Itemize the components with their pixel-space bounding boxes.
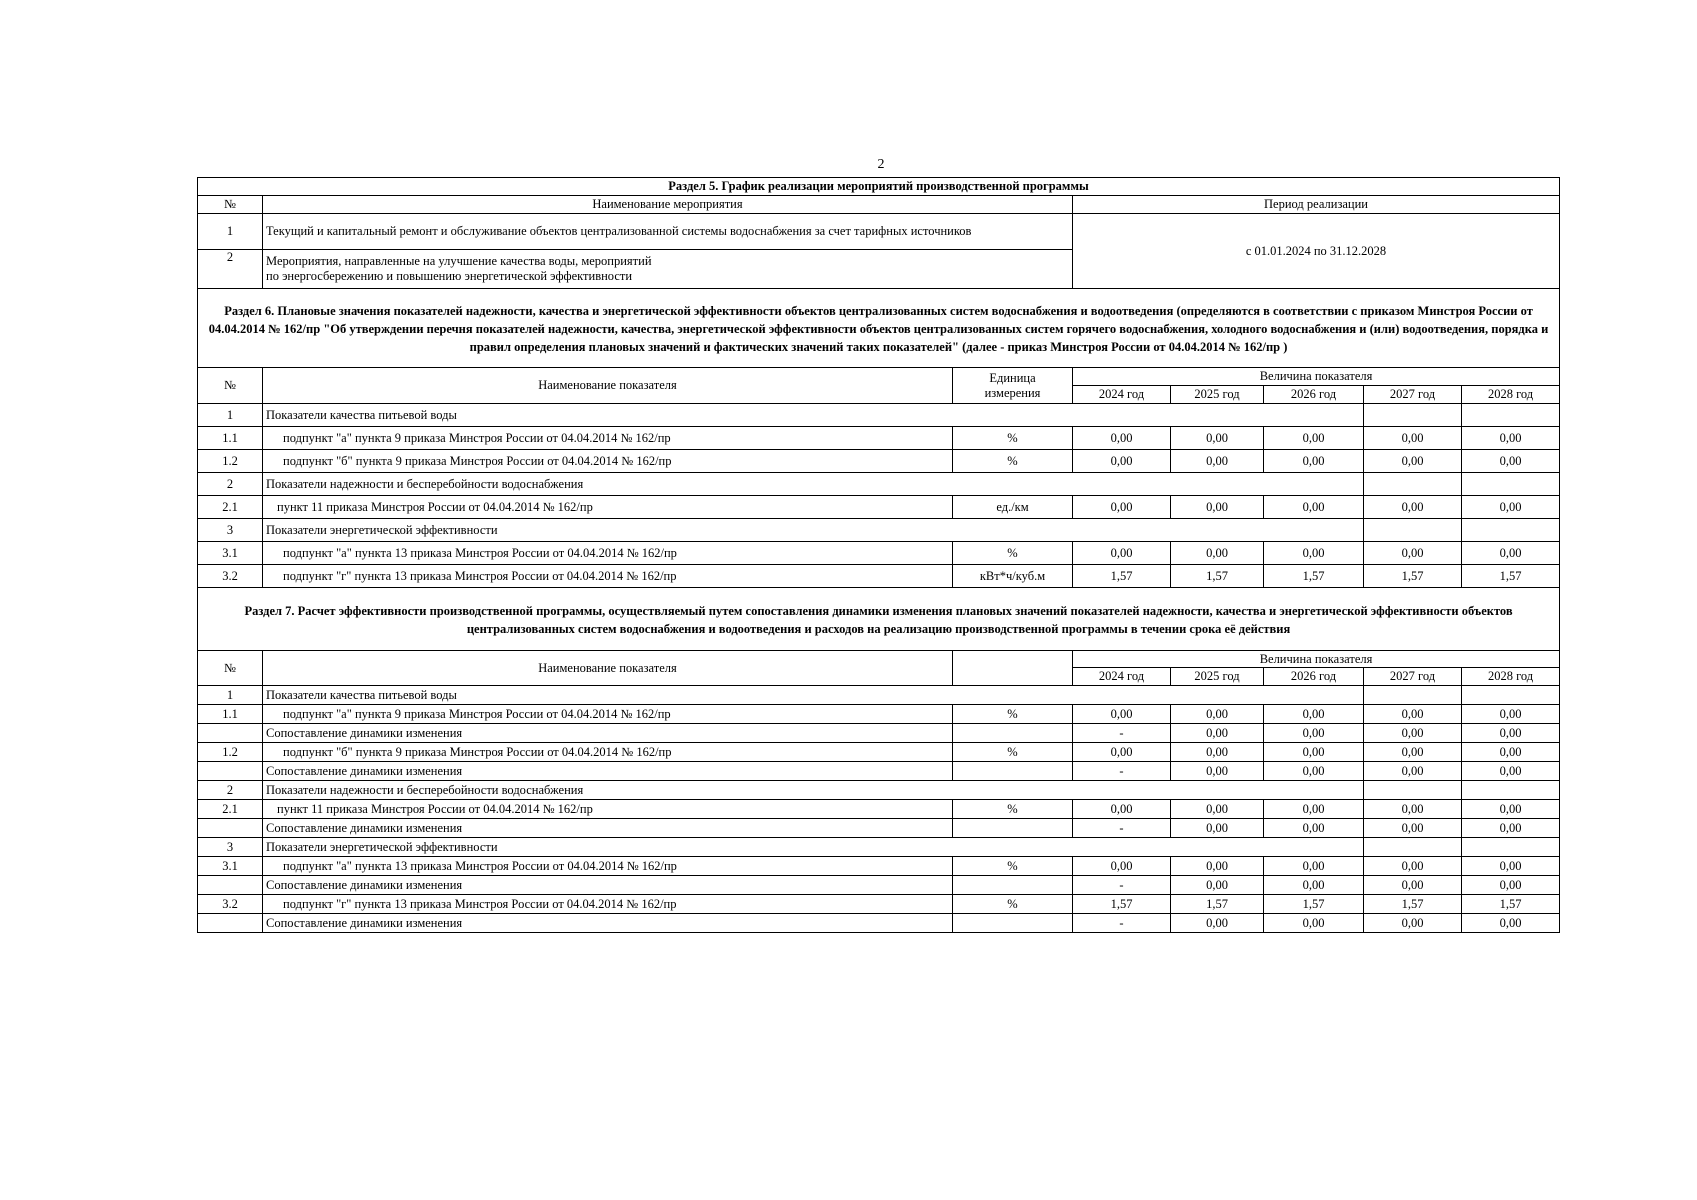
section6-row-value: 0,00 <box>1171 542 1264 565</box>
table-row <box>198 565 1560 588</box>
section7-year: 2025 год <box>1171 668 1264 686</box>
section7-row-value: 0,00 <box>1264 762 1364 781</box>
section7-row-value: 0,00 <box>1264 705 1364 724</box>
table-row <box>198 895 1560 914</box>
section7-row-unit: % <box>953 895 1073 914</box>
section6-row-value: 0,00 <box>1462 496 1560 519</box>
section7-row-num <box>198 819 263 838</box>
section7-row-unit <box>953 819 1073 838</box>
table-row <box>198 519 1560 542</box>
section6-row-value: 0,00 <box>1264 450 1364 473</box>
section7-row-value: 0,00 <box>1364 914 1462 933</box>
section7-row-value: 0,00 <box>1462 724 1560 743</box>
section7-row-num: 1.2 <box>198 743 263 762</box>
section7-row-value: - <box>1073 819 1171 838</box>
table-row <box>198 542 1560 565</box>
section7-row-value: 0,00 <box>1462 743 1560 762</box>
section7-row-value: 0,00 <box>1171 724 1264 743</box>
section7-row-unit: % <box>953 705 1073 724</box>
section6-header-unit <box>953 368 1073 404</box>
section7-row-value: 0,00 <box>1364 876 1462 895</box>
section6-row-name: подпункт "г" пункта 13 приказа Минстроя России от 04.04.2014 № 162/пр <box>263 565 953 588</box>
section6-row-value: 0,00 <box>1264 496 1364 519</box>
section6-header-unit-line: измерения <box>984 385 1041 400</box>
section7-row-value: 0,00 <box>1171 914 1264 933</box>
section7-row-num <box>198 914 263 933</box>
section7-row-value: 0,00 <box>1171 857 1264 876</box>
section6-group-name: Показатели надежности и бесперебойности водоснабжения <box>263 473 1364 496</box>
section7-row-empty <box>1462 838 1560 857</box>
section5-title: Раздел 5. График реализации мероприятий производственной программы <box>198 178 1560 196</box>
section7-row-value: 0,00 <box>1264 876 1364 895</box>
section6-row-value: 0,00 <box>1073 542 1171 565</box>
section5-row-name-line: по энергосбережению и повышению энергетической эффективности <box>266 269 633 283</box>
section7-row-value: 0,00 <box>1264 914 1364 933</box>
section7-row-empty <box>1364 686 1462 705</box>
table-row <box>198 427 1560 450</box>
table-row <box>198 876 1560 895</box>
section5-row-num: 2 <box>198 250 263 289</box>
section7-row-value: 0,00 <box>1462 800 1560 819</box>
section6-body <box>198 404 1560 588</box>
section7-row-num: 2 <box>198 781 263 800</box>
section7-row-name: подпункт "а" пункта 9 приказа Минстроя России от 04.04.2014 № 162/пр <box>263 705 953 724</box>
section7-row-value: 0,00 <box>1073 743 1171 762</box>
section6-row-num: 1.2 <box>198 450 263 473</box>
section7-row-unit: % <box>953 857 1073 876</box>
section7-row-num: 1 <box>198 686 263 705</box>
section7-row-value: 0,00 <box>1171 876 1264 895</box>
section5-row-num: 1 <box>198 214 263 250</box>
section7-row-value: 0,00 <box>1364 705 1462 724</box>
section7-row-name: подпункт "б" пункта 9 приказа Минстроя России от 04.04.2014 № 162/пр <box>263 743 953 762</box>
section7-row-value: 0,00 <box>1462 762 1560 781</box>
table-row <box>198 473 1560 496</box>
section7-row-name: Сопоставление динамики изменения <box>263 762 953 781</box>
section6-row-value: 0,00 <box>1073 496 1171 519</box>
section6-row-unit: ед./км <box>953 496 1073 519</box>
section6-row-num: 1.1 <box>198 427 263 450</box>
section7-row-name: Сопоставление динамики изменения <box>263 724 953 743</box>
section7-row-num: 1.1 <box>198 705 263 724</box>
section6-row-value: 0,00 <box>1364 427 1462 450</box>
section7-year: 2024 год <box>1073 668 1171 686</box>
section6-row-name: подпункт "а" пункта 13 приказа Минстроя России от 04.04.2014 № 162/пр <box>263 542 953 565</box>
section7-row-value: 0,00 <box>1364 800 1462 819</box>
section7-row-value: 0,00 <box>1171 743 1264 762</box>
section6-year: 2025 год <box>1171 386 1264 404</box>
section7-group-name: Показатели энергетической эффективности <box>263 838 1364 857</box>
section7-row-value: 0,00 <box>1073 705 1171 724</box>
table-row <box>198 743 1560 762</box>
section6-row-value: 0,00 <box>1073 450 1171 473</box>
section6-row-value: 0,00 <box>1264 427 1364 450</box>
section6-row-value: 0,00 <box>1171 496 1264 519</box>
section7-row-value: 0,00 <box>1462 914 1560 933</box>
section6-row-value: 0,00 <box>1364 450 1462 473</box>
section7-row-value: 0,00 <box>1264 743 1364 762</box>
section6-row-num: 3.1 <box>198 542 263 565</box>
section7-row-value: 0,00 <box>1364 819 1462 838</box>
section7-row-value: 0,00 <box>1462 857 1560 876</box>
section7-row-value: 1,57 <box>1264 895 1364 914</box>
section7-row-num <box>198 876 263 895</box>
section6-row-num: 3.2 <box>198 565 263 588</box>
section6-header-num: № <box>198 368 263 404</box>
section6-row-empty <box>1462 519 1560 542</box>
section6-row-value: 0,00 <box>1462 542 1560 565</box>
section7-group-name: Показатели надежности и бесперебойности водоснабжения <box>263 781 1364 800</box>
section7-row-value: 0,00 <box>1171 800 1264 819</box>
section6-row-unit: % <box>953 450 1073 473</box>
table-row <box>198 857 1560 876</box>
section5-row-name: Текущий и капитальный ремонт и обслуживание объектов централизованной системы водоснабжения за счет тарифных источников <box>263 214 1073 250</box>
section7-row-value: 0,00 <box>1462 876 1560 895</box>
document <box>197 177 1559 933</box>
section7-row-value: 0,00 <box>1171 762 1264 781</box>
section7-table <box>197 587 1560 933</box>
section7-row-value: 1,57 <box>1462 895 1560 914</box>
section7-body <box>198 686 1560 933</box>
section7-row-value: 0,00 <box>1264 724 1364 743</box>
section7-row-value: 0,00 <box>1364 762 1462 781</box>
section7-row-num: 2.1 <box>198 800 263 819</box>
section7-row-empty <box>1462 686 1560 705</box>
section6-row-value: 0,00 <box>1364 542 1462 565</box>
section7-header-value: Величина показателя <box>1073 651 1560 668</box>
section7-row-value: - <box>1073 876 1171 895</box>
section7-row-value: 1,57 <box>1073 895 1171 914</box>
section7-row-name: Сопоставление динамики изменения <box>263 914 953 933</box>
section7-row-value: 0,00 <box>1364 743 1462 762</box>
section6-year: 2024 год <box>1073 386 1171 404</box>
table-row <box>198 838 1560 857</box>
section7-row-unit: % <box>953 743 1073 762</box>
section6-row-unit: % <box>953 427 1073 450</box>
section6-row-value: 0,00 <box>1171 450 1264 473</box>
section7-row-value: 0,00 <box>1171 819 1264 838</box>
section7-year: 2028 год <box>1462 668 1560 686</box>
section6-group-name: Показатели качества питьевой воды <box>263 404 1364 427</box>
section7-row-value: - <box>1073 724 1171 743</box>
section7-row-num: 3 <box>198 838 263 857</box>
section6-row-value: 1,57 <box>1264 565 1364 588</box>
section7-row-value: 1,57 <box>1171 895 1264 914</box>
section7-row-empty <box>1364 838 1462 857</box>
section6-row-empty <box>1462 473 1560 496</box>
section5-row-name-line: Мероприятия, направленные на улучшение качества воды, мероприятий <box>266 254 652 268</box>
section5-period: с 01.01.2024 по 31.12.2028 <box>1073 214 1560 289</box>
table-row <box>198 781 1560 800</box>
section6-row-value: 1,57 <box>1171 565 1264 588</box>
section6-row-name: подпункт "а" пункта 9 приказа Минстроя России от 04.04.2014 № 162/пр <box>263 427 953 450</box>
table-row <box>198 819 1560 838</box>
table-row <box>198 914 1560 933</box>
section6-row-value: 1,57 <box>1462 565 1560 588</box>
section7-row-value: 0,00 <box>1264 819 1364 838</box>
section7-row-unit <box>953 762 1073 781</box>
table-row <box>198 450 1560 473</box>
table-row <box>198 404 1560 427</box>
section5-header-period: Период реализации <box>1073 196 1560 214</box>
section7-row-name: Сопоставление динамики изменения <box>263 819 953 838</box>
section7-row-value: 0,00 <box>1264 857 1364 876</box>
section7-row-value: 0,00 <box>1462 819 1560 838</box>
section6-row-empty <box>1462 404 1560 427</box>
section6-row-name: подпункт "б" пункта 9 приказа Минстроя России от 04.04.2014 № 162/пр <box>263 450 953 473</box>
section7-row-unit <box>953 876 1073 895</box>
table-row <box>198 705 1560 724</box>
section6-row-value: 0,00 <box>1364 496 1462 519</box>
section7-row-value: 0,00 <box>1462 705 1560 724</box>
section7-row-empty <box>1364 781 1462 800</box>
section6-row-value: 1,57 <box>1364 565 1462 588</box>
section5-table <box>197 177 1560 289</box>
section6-header-name: Наименование показателя <box>263 368 953 404</box>
table-row <box>198 800 1560 819</box>
section7-row-num: 3.1 <box>198 857 263 876</box>
section7-title: Раздел 7. Расчет эффективности производственной программы, осуществляемый путем сопоставления динамики изменения плановых значений показателей надежности, качества и энергетической эффективности объектов централизованных систем водоснабжения и водоотведения и расходов на реализацию производственной программы в течении срока её действия <box>198 588 1560 651</box>
section6-row-value: 1,57 <box>1073 565 1171 588</box>
table-row <box>198 496 1560 519</box>
section6-row-value: 0,00 <box>1264 542 1364 565</box>
section7-row-unit <box>953 724 1073 743</box>
section7-row-name: пункт 11 приказа Минстроя России от 04.04.2014 № 162/пр <box>263 800 953 819</box>
section6-row-num: 3 <box>198 519 263 542</box>
section6-row-empty <box>1364 519 1462 542</box>
section6-title: Раздел 6. Плановые значения показателей надежности, качества и энергетической эффективности объектов централизованных систем водоснабжения и водоотведения (определяются в соответствии с приказом Минстроя России от 04.04.2014 № 162/пр "Об утверждении перечня показателей надежности, качества, энергетической эффективности объектов централизованных систем горячего водоснабжения, холодного водоснабжения и (или) водоотведения, порядка и правил определения плановых значений и фактических значений таких показателей" (далее - приказ Минстроя России от 04.04.2014 № 162/пр ) <box>198 289 1560 368</box>
section5-header-num: № <box>198 196 263 214</box>
section6-row-empty <box>1364 404 1462 427</box>
section7-row-empty <box>1462 781 1560 800</box>
section6-year: 2028 год <box>1462 386 1560 404</box>
section7-row-value: 0,00 <box>1264 800 1364 819</box>
section6-row-unit: кВт*ч/куб.м <box>953 565 1073 588</box>
section6-year: 2027 год <box>1364 386 1462 404</box>
table-row <box>198 686 1560 705</box>
section7-row-num: 3.2 <box>198 895 263 914</box>
section6-row-num: 1 <box>198 404 263 427</box>
section6-row-num: 2 <box>198 473 263 496</box>
section7-row-num <box>198 762 263 781</box>
section7-row-name: подпункт "г" пункта 13 приказа Минстроя России от 04.04.2014 № 162/пр <box>263 895 953 914</box>
section6-year: 2026 год <box>1264 386 1364 404</box>
section7-year: 2027 год <box>1364 668 1462 686</box>
page-number: 2 <box>877 157 885 172</box>
section7-row-value: - <box>1073 762 1171 781</box>
section7-row-name: подпункт "а" пункта 13 приказа Минстроя России от 04.04.2014 № 162/пр <box>263 857 953 876</box>
section6-header-value: Величина показателя <box>1073 368 1560 386</box>
section7-row-unit <box>953 914 1073 933</box>
section6-header-unit-line: Единица <box>989 370 1036 385</box>
table-row <box>198 762 1560 781</box>
section6-row-num: 2.1 <box>198 496 263 519</box>
section7-row-unit: % <box>953 800 1073 819</box>
section7-row-value: 0,00 <box>1364 857 1462 876</box>
section6-row-unit: % <box>953 542 1073 565</box>
section7-header-num: № <box>198 651 263 686</box>
section7-header-name: Наименование показателя <box>263 651 953 686</box>
section7-row-value: 1,57 <box>1364 895 1462 914</box>
section7-row-value: 0,00 <box>1073 857 1171 876</box>
section6-row-name: пункт 11 приказа Минстроя России от 04.04.2014 № 162/пр <box>263 496 953 519</box>
section6-row-empty <box>1364 473 1462 496</box>
section5-header-name: Наименование мероприятия <box>263 196 1073 214</box>
section7-row-value: 0,00 <box>1073 800 1171 819</box>
section7-row-value: 0,00 <box>1171 705 1264 724</box>
section6-row-value: 0,00 <box>1073 427 1171 450</box>
section6-row-value: 0,00 <box>1462 427 1560 450</box>
section5-row-name <box>263 250 1073 289</box>
section6-row-value: 0,00 <box>1462 450 1560 473</box>
section7-year: 2026 год <box>1264 668 1364 686</box>
section7-row-value: 0,00 <box>1364 724 1462 743</box>
section7-group-name: Показатели качества питьевой воды <box>263 686 1364 705</box>
section7-header-unit <box>953 651 1073 686</box>
section6-group-name: Показатели энергетической эффективности <box>263 519 1364 542</box>
section6-table <box>197 288 1560 588</box>
section7-row-num <box>198 724 263 743</box>
section7-row-name: Сопоставление динамики изменения <box>263 876 953 895</box>
section6-row-value: 0,00 <box>1171 427 1264 450</box>
section7-row-value: - <box>1073 914 1171 933</box>
table-row <box>198 724 1560 743</box>
